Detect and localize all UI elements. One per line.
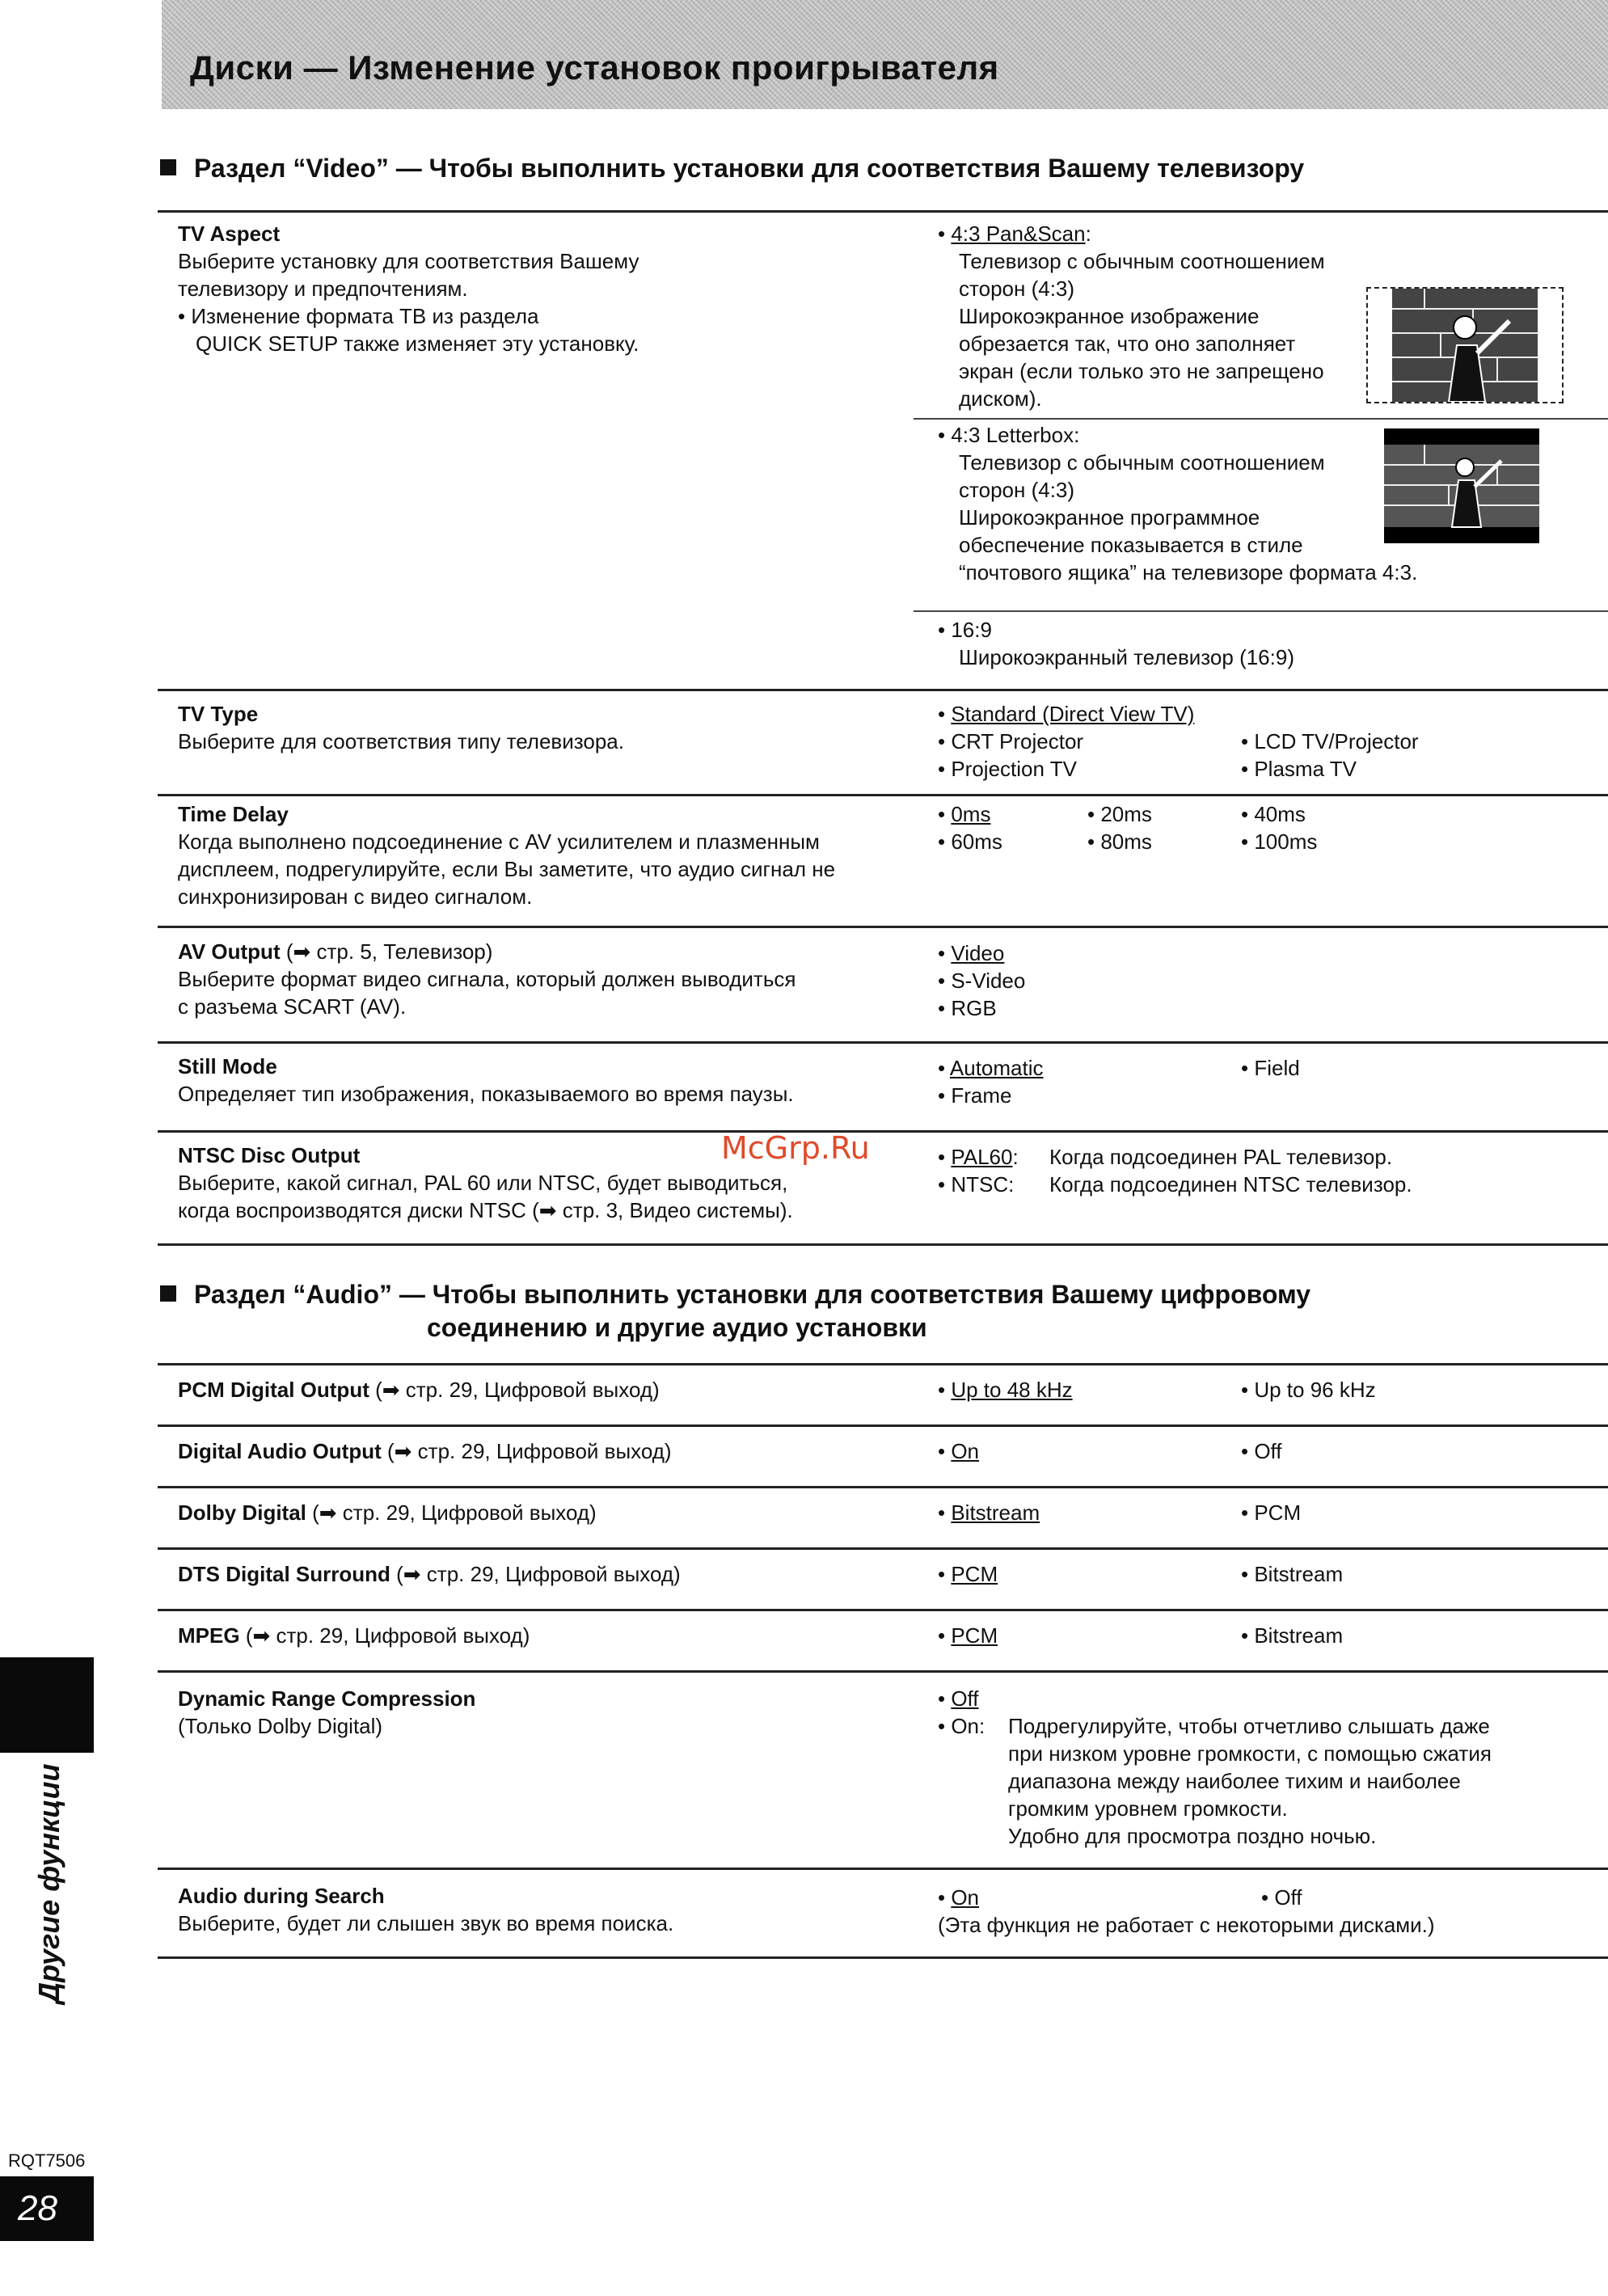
option-on: • On: bbox=[938, 1714, 985, 1738]
mpeg-setting: MPEG (➡ стр. 29, Цифровой выход) bbox=[178, 1623, 530, 1648]
divider bbox=[158, 689, 1608, 691]
option-bitstream: • Bitstream bbox=[938, 1500, 1040, 1525]
tv-illustration-icon bbox=[1368, 289, 1562, 402]
option-frame: • Frame bbox=[938, 1083, 1012, 1108]
option-off: • Off bbox=[1241, 1439, 1282, 1463]
option-bitstream: • Bitstream bbox=[1241, 1562, 1344, 1586]
av-output-setting: AV Output (➡ стр. 5, Телевизор) Выберите формат видео сигнала, который должен выводиться с разъема SCART (AV). bbox=[178, 939, 796, 1019]
option-pcm: • PCM bbox=[1241, 1500, 1302, 1525]
option-rgb: • RGB bbox=[938, 996, 997, 1020]
option-pan-scan: • 4:3 Pan&Scan: Телевизор с обычным соотношением сторон (4:3) Широкоэкранное изображение обрезается так, что оно заполняет экран (если только это не запрещено диском). bbox=[938, 222, 1325, 411]
option-48khz: • Up to 48 kHz bbox=[938, 1378, 1073, 1402]
option-plasma: • Plasma TV bbox=[1241, 757, 1357, 781]
tv-illustration-icon bbox=[1384, 428, 1539, 543]
side-tab bbox=[0, 1657, 94, 1753]
option-ntsc: • NTSC: bbox=[938, 1172, 1015, 1197]
option-96khz: • Up to 96 kHz bbox=[1241, 1378, 1376, 1402]
dolby-digital-setting: Dolby Digital (➡ стр. 29, Цифровой выход) bbox=[178, 1500, 597, 1525]
option-80ms: • 80ms bbox=[1087, 829, 1152, 854]
option-20ms: • 20ms bbox=[1087, 802, 1152, 826]
page-number: 28 bbox=[0, 2176, 94, 2241]
audio-search-setting: Audio during Search Выберите, будет ли слышен звук во время поиска. bbox=[178, 1884, 674, 1935]
square-bullet-icon bbox=[160, 159, 176, 175]
option-automatic: • Automatic bbox=[938, 1056, 1044, 1080]
option-bitstream: • Bitstream bbox=[1241, 1623, 1344, 1648]
divider bbox=[158, 210, 1608, 213]
option-pcm: • PCM bbox=[938, 1562, 998, 1586]
option-on: • On bbox=[938, 1885, 980, 1910]
option-standard: • Standard (Direct View TV) bbox=[938, 702, 1195, 726]
model-number: RQT7506 bbox=[8, 2150, 86, 2171]
letterbox-illustration bbox=[1384, 428, 1539, 543]
video-section-heading: Раздел “Video” — Чтобы выполнить установки для соответствия Вашему телевизору bbox=[160, 154, 1304, 184]
option-field: • Field bbox=[1241, 1056, 1300, 1080]
digital-audio-setting: Digital Audio Output (➡ стр. 29, Цифровой выход) bbox=[178, 1439, 672, 1463]
ntsc-output-setting: NTSC Disc Output Выберите, какой сигнал, PAL 60 или NTSC, будет выводиться, когда воспроизводятся диски NTSC (➡ стр. 3, Видео системы). bbox=[178, 1143, 793, 1222]
option-letterbox: • 4:3 Letterbox: Телевизор с обычным соотношением сторон (4:3) Широкоэкранное программное обеспечение показывается в стиле “почтового ящика” на телевизоре формата 4:3. bbox=[938, 423, 1418, 585]
divider bbox=[158, 1868, 1608, 1870]
tv-type-setting: TV Type Выберите для соответствия типу телевизора. bbox=[178, 702, 624, 753]
page-title: Диски — Изменение установок проигрывателя bbox=[190, 49, 999, 87]
divider bbox=[158, 1956, 1608, 1959]
option-pal60: • PAL60: bbox=[938, 1145, 1019, 1169]
divider bbox=[158, 1609, 1608, 1611]
option-svideo: • S-Video bbox=[938, 969, 1026, 993]
pcm-output-setting: PCM Digital Output (➡ стр. 29, Цифровой выход) bbox=[178, 1378, 660, 1402]
divider bbox=[158, 1130, 1608, 1133]
option-lcd: • LCD TV/Projector bbox=[1241, 729, 1419, 753]
option-40ms: • 40ms bbox=[1241, 802, 1306, 826]
divider bbox=[158, 1547, 1608, 1550]
option-16-9: • 16:9 Широкоэкранный телевизор (16:9) bbox=[938, 618, 1294, 669]
option-0ms: • 0ms bbox=[938, 802, 991, 826]
search-note: (Эта функция не работает с некоторыми дисками.) bbox=[938, 1913, 1435, 1937]
watermark: McGrp.Ru bbox=[721, 1130, 870, 1166]
side-tab-label: Другие функции bbox=[32, 1763, 65, 2003]
divider bbox=[158, 1041, 1608, 1044]
option-on-description: Подрегулируйте, чтобы отчетливо слышать даже при низком уровне громкости, с помощью сжатия диапазона между наиболее тихим и наиболее громким уровнем громкости. Удобно для просмотра поздно ночью. bbox=[1008, 1714, 1492, 1848]
option-100ms: • 100ms bbox=[1241, 829, 1318, 854]
square-bullet-icon bbox=[160, 1285, 176, 1302]
divider bbox=[158, 1670, 1608, 1673]
option-on: • On bbox=[938, 1439, 980, 1463]
pan-scan-illustration bbox=[1366, 287, 1564, 403]
audio-section-heading: Раздел “Audio” — Чтобы выполнить установки для соответствия Вашему цифровому bbox=[160, 1280, 1310, 1310]
drc-setting: Dynamic Range Compression (Только Dolby Digital) bbox=[178, 1686, 476, 1738]
still-mode-setting: Still Mode Определяет тип изображения, показываемого во время паузы. bbox=[178, 1054, 794, 1106]
divider bbox=[158, 926, 1608, 928]
divider bbox=[158, 1486, 1608, 1488]
divider bbox=[914, 610, 1608, 612]
time-delay-setting: Time Delay Когда выполнено подсоединение с AV усилителем и плазменным дисплеем, подрегулируйте, если Вы заметите, что аудио сигнал не синхронизирован с видео сигналом. bbox=[178, 802, 836, 909]
dts-setting: DTS Digital Surround (➡ стр. 29, Цифровой выход) bbox=[178, 1562, 681, 1586]
divider bbox=[914, 418, 1608, 420]
divider bbox=[158, 1243, 1608, 1246]
option-pcm: • PCM bbox=[938, 1623, 998, 1648]
divider bbox=[158, 1424, 1608, 1427]
divider bbox=[158, 794, 1608, 796]
setting-label: TV Aspect bbox=[178, 222, 281, 246]
option-crt: • CRT Projector bbox=[938, 729, 1084, 753]
audio-section-heading-line2: соединению и другие аудио установки bbox=[427, 1313, 927, 1342]
default-option: 4:3 Pan&Scan bbox=[951, 222, 1086, 246]
option-60ms: • 60ms bbox=[938, 829, 1002, 854]
option-projection: • Projection TV bbox=[938, 757, 1077, 781]
tv-aspect-setting: TV Aspect Выберите установку для соответствия Вашему телевизору и предпочтениям. • Изменение формата ТВ из раздела QUICK SETUP также изменяет эту установку. bbox=[178, 220, 889, 357]
divider bbox=[158, 1363, 1608, 1365]
option-off: • Off bbox=[938, 1686, 979, 1711]
option-off: • Off bbox=[1261, 1885, 1302, 1910]
option-video: • Video bbox=[938, 941, 1005, 965]
